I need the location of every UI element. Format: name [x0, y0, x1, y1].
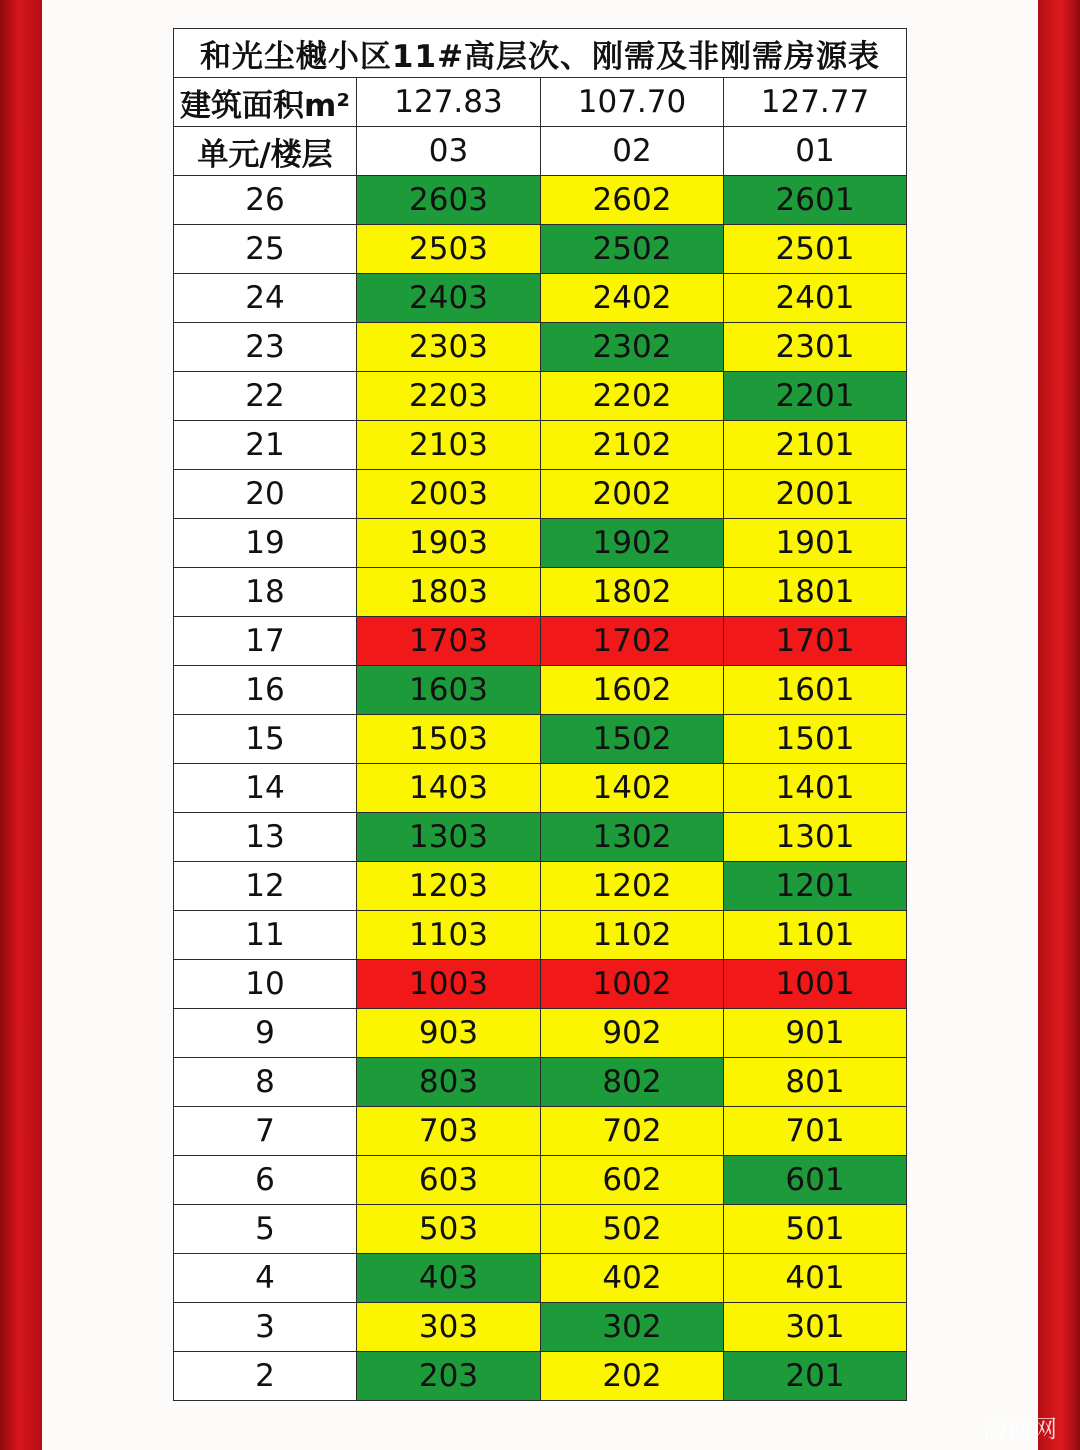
- room-cell-yellow: 2401: [724, 274, 907, 323]
- room-cell-yellow: 1202: [541, 862, 724, 911]
- floor-number: 26: [174, 176, 357, 225]
- room-cell-yellow: 1403: [357, 764, 541, 813]
- table-row: [174, 764, 907, 813]
- table-row: [174, 1205, 907, 1254]
- room-cell-yellow: 1602: [541, 666, 724, 715]
- room-cell-yellow: 402: [541, 1254, 724, 1303]
- housing-table: [173, 28, 907, 1401]
- room-cell-green: 1201: [724, 862, 907, 911]
- floor-number: 8: [174, 1058, 357, 1107]
- floor-number: 24: [174, 274, 357, 323]
- room-cell-yellow: 1601: [724, 666, 907, 715]
- room-cell-yellow: 703: [357, 1107, 541, 1156]
- room-cell-yellow: 202: [541, 1352, 724, 1401]
- table-row: [174, 323, 907, 372]
- room-cell-yellow: 1801: [724, 568, 907, 617]
- room-cell-green: 2201: [724, 372, 907, 421]
- table-row: [174, 862, 907, 911]
- floor-number: 13: [174, 813, 357, 862]
- floor-number: 23: [174, 323, 357, 372]
- room-cell-yellow: 2203: [357, 372, 541, 421]
- room-cell-yellow: 2301: [724, 323, 907, 372]
- table-row: [174, 960, 907, 1009]
- room-cell-green: 1303: [357, 813, 541, 862]
- room-cell-green: 302: [541, 1303, 724, 1352]
- room-cell-yellow: 501: [724, 1205, 907, 1254]
- room-cell-red: 1703: [357, 617, 541, 666]
- room-cell-yellow: 602: [541, 1156, 724, 1205]
- room-cell-green: 802: [541, 1058, 724, 1107]
- table-row: [174, 372, 907, 421]
- room-cell-yellow: 1501: [724, 715, 907, 764]
- table-row: [174, 519, 907, 568]
- room-cell-yellow: 801: [724, 1058, 907, 1107]
- room-cell-yellow: 1402: [541, 764, 724, 813]
- room-cell-green: 1502: [541, 715, 724, 764]
- table-row: [174, 666, 907, 715]
- room-cell-yellow: 701: [724, 1107, 907, 1156]
- floor-number: 2: [174, 1352, 357, 1401]
- room-cell-yellow: 1401: [724, 764, 907, 813]
- room-cell-yellow: 303: [357, 1303, 541, 1352]
- room-cell-green: 2601: [724, 176, 907, 225]
- room-cell-green: 2403: [357, 274, 541, 323]
- floor-number: 4: [174, 1254, 357, 1303]
- room-cell-yellow: 2602: [541, 176, 724, 225]
- room-cell-yellow: 1803: [357, 568, 541, 617]
- room-cell-yellow: 2402: [541, 274, 724, 323]
- room-cell-yellow: 2002: [541, 470, 724, 519]
- room-cell-red: 1001: [724, 960, 907, 1009]
- room-cell-yellow: 1903: [357, 519, 541, 568]
- room-cell-green: 2302: [541, 323, 724, 372]
- room-cell-yellow: 401: [724, 1254, 907, 1303]
- room-cell-yellow: 1301: [724, 813, 907, 862]
- floor-number: 12: [174, 862, 357, 911]
- room-cell-yellow: 1102: [541, 911, 724, 960]
- area-value: 127.83: [357, 78, 541, 127]
- table-row: [174, 813, 907, 862]
- room-cell-yellow: 902: [541, 1009, 724, 1058]
- area-value: 127.77: [724, 78, 907, 127]
- floor-number: 22: [174, 372, 357, 421]
- room-cell-yellow: 1901: [724, 519, 907, 568]
- room-cell-yellow: 903: [357, 1009, 541, 1058]
- table-body: [174, 176, 907, 1401]
- room-cell-green: 1603: [357, 666, 541, 715]
- table-row: [174, 1058, 907, 1107]
- table-row: [174, 421, 907, 470]
- floor-number: 21: [174, 421, 357, 470]
- table-row: [174, 1303, 907, 1352]
- room-cell-green: 403: [357, 1254, 541, 1303]
- room-cell-yellow: 2501: [724, 225, 907, 274]
- room-cell-red: 1002: [541, 960, 724, 1009]
- table-row: [174, 617, 907, 666]
- room-cell-green: 803: [357, 1058, 541, 1107]
- table-row: [174, 1254, 907, 1303]
- room-cell-yellow: 2101: [724, 421, 907, 470]
- table-row: [174, 911, 907, 960]
- room-cell-yellow: 2303: [357, 323, 541, 372]
- room-cell-yellow: 702: [541, 1107, 724, 1156]
- table-row: [174, 176, 907, 225]
- floor-number: 15: [174, 715, 357, 764]
- table-row: [174, 1107, 907, 1156]
- unit-number: 02: [541, 127, 724, 176]
- area-label: 建筑面积m²: [174, 78, 357, 127]
- unit-number: 03: [357, 127, 541, 176]
- room-cell-yellow: 2001: [724, 470, 907, 519]
- table-row: [174, 1352, 907, 1401]
- unit-floor-label: 单元/楼层: [174, 127, 357, 176]
- room-cell-green: 2502: [541, 225, 724, 274]
- room-cell-yellow: 2102: [541, 421, 724, 470]
- room-cell-red: 1702: [541, 617, 724, 666]
- red-background-right: [1038, 0, 1080, 1450]
- red-background-left: [0, 0, 42, 1450]
- room-cell-yellow: 1103: [357, 911, 541, 960]
- room-cell-yellow: 2202: [541, 372, 724, 421]
- table-title: 和光尘樾小区11#高层次、刚需及非刚需房源表: [174, 29, 907, 78]
- table-row: [174, 1009, 907, 1058]
- room-cell-yellow: 603: [357, 1156, 541, 1205]
- unit-number: 01: [724, 127, 907, 176]
- area-row: [174, 78, 907, 127]
- floor-number: 17: [174, 617, 357, 666]
- table-row: [174, 715, 907, 764]
- table-row: [174, 225, 907, 274]
- area-value: 107.70: [541, 78, 724, 127]
- watermark-text: 海西网: [983, 1415, 1058, 1443]
- room-cell-yellow: 2003: [357, 470, 541, 519]
- floor-number: 6: [174, 1156, 357, 1205]
- room-cell-green: 201: [724, 1352, 907, 1401]
- floor-number: 11: [174, 911, 357, 960]
- floor-number: 10: [174, 960, 357, 1009]
- table-row: [174, 568, 907, 617]
- unit-row: [174, 127, 907, 176]
- floor-number: 7: [174, 1107, 357, 1156]
- floor-number: 3: [174, 1303, 357, 1352]
- floor-number: 18: [174, 568, 357, 617]
- room-cell-green: 1902: [541, 519, 724, 568]
- floor-number: 16: [174, 666, 357, 715]
- room-cell-green: 1302: [541, 813, 724, 862]
- room-cell-yellow: 1503: [357, 715, 541, 764]
- floor-number: 5: [174, 1205, 357, 1254]
- room-cell-red: 1701: [724, 617, 907, 666]
- table-row: [174, 470, 907, 519]
- room-cell-yellow: 1203: [357, 862, 541, 911]
- floor-number: 14: [174, 764, 357, 813]
- room-cell-yellow: 2103: [357, 421, 541, 470]
- floor-number: 20: [174, 470, 357, 519]
- room-cell-yellow: 1802: [541, 568, 724, 617]
- room-cell-yellow: 1101: [724, 911, 907, 960]
- floor-number: 19: [174, 519, 357, 568]
- table-row: [174, 274, 907, 323]
- floor-number: 25: [174, 225, 357, 274]
- room-cell-green: 601: [724, 1156, 907, 1205]
- room-cell-yellow: 503: [357, 1205, 541, 1254]
- table-row: [174, 1156, 907, 1205]
- room-cell-green: 2603: [357, 176, 541, 225]
- title-row: [174, 29, 907, 78]
- room-cell-yellow: 2503: [357, 225, 541, 274]
- room-cell-yellow: 502: [541, 1205, 724, 1254]
- room-cell-yellow: 301: [724, 1303, 907, 1352]
- room-cell-yellow: 901: [724, 1009, 907, 1058]
- floor-number: 9: [174, 1009, 357, 1058]
- room-cell-green: 203: [357, 1352, 541, 1401]
- room-cell-red: 1003: [357, 960, 541, 1009]
